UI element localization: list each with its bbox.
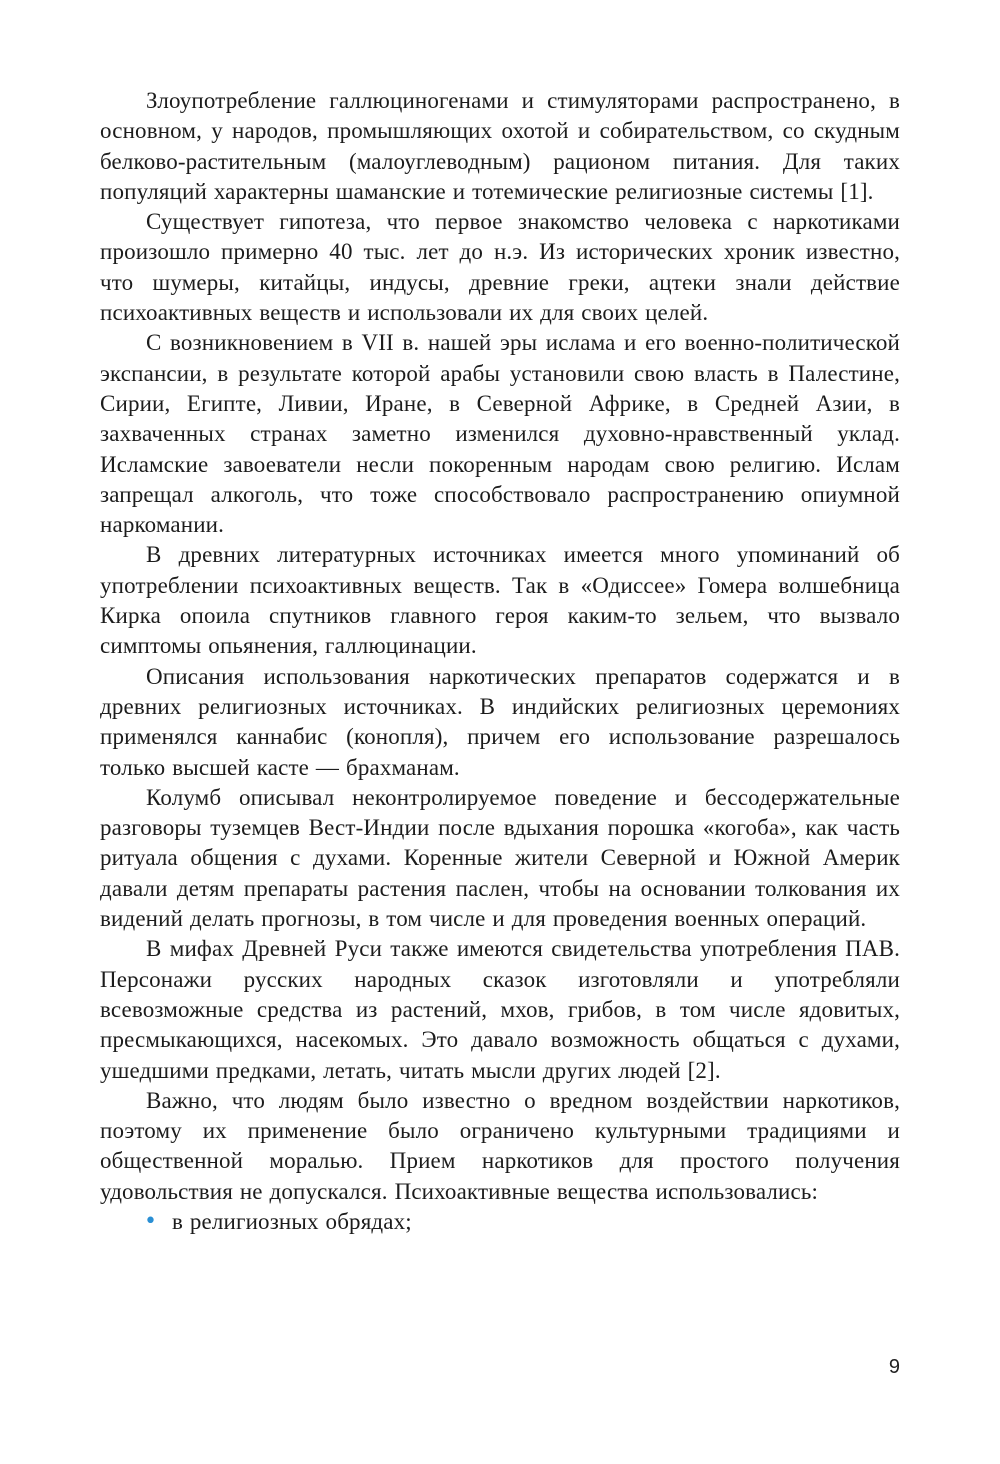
paragraph-8: Важно, что людям было известно о вредном воздействии наркотиков, поэтому их применение было ограничено культурными традициями и общественной моралью. Прием наркотиков для простого получения удовольствия не допускался. Психоактивные вещества использовались: <box>100 1087 900 1204</box>
page-number: 9 <box>888 1356 900 1378</box>
list-item <box>100 1207 900 1237</box>
paragraph-2: Существует гипотеза, что первое знакомство человека с наркотиками произошло примерно 40 тыс. лет до н.э. Из исторических хроник известно, что шумеры, китайцы, индусы, древние греки, ацтеки знали действие психоактивных веществ и использовали их для своих целей. <box>100 209 900 326</box>
paragraph-5: Описания использования наркотических препаратов содержатся и в древних религиозных источниках. В индийских религиозных церемониях применялся каннабис (конопля), причем его использование разрешалось только высшей касте — брахманам. <box>100 663 900 780</box>
paragraph-1: Злоупотребление галлюциногенами и стимуляторами распространено, в основном, у народов, промышляющих охотой и собирательством, со скудным белково-растительным (малоуглеводным) рационом питания. Для таких популяций характерны шаманские и тотемические религиозные системы [1]. <box>100 88 900 204</box>
paragraph-3: С возникновением в VII в. нашей эры ислама и его военно-политической экспансии, в результате которой арабы установили свою власть в Палестине, Сирии, Египте, Ливии, Иране, в Северной Африке, в Средней Азии, в захваченных странах заметно изменился духовно-нравственный уклад. Исламские завоеватели несли покоренным народам свою религию. Ислам запрещал алкоголь, что тоже способствовало распространению опиумной наркомании. <box>100 330 900 538</box>
paragraph-4: В древних литературных источниках имеется много упоминаний об употреблении психоактивных веществ. Так в «Одиссее» Гомера волшебница Кирка опоила спутников главного героя каким-то зельем, что вызвало симптомы опьянения, галлюцинации. <box>100 542 900 659</box>
bullet-icon: • <box>144 1208 158 1234</box>
bullet-list <box>100 1207 900 1237</box>
body-text <box>100 86 900 1237</box>
list-item-text: в религиозных обрядах; <box>172 1208 412 1234</box>
paragraph-6: Колумб описывал неконтролируемое поведение и бессодержательные разговоры туземцев Вест-Индии после вдыхания порошка «когоба», как часть ритуала общения с духами. Коренные жители Северной и Южной Америк давали детям препараты растения паслен, чтобы на основании толкования их видений делать прогнозы, в том числе и для проведения военных операций. <box>100 784 900 932</box>
paragraph-7: В мифах Древней Руси также имеются свидетельства употребления ПАВ. Персонажи русских народных сказок изготовляли и употребляли всевозможные средства из растений, мхов, грибов, в том числе ядовитых, пресмыкающихся, насекомых. Это давало возможность общаться с духами, ушедшими предками, летать, читать мысли других людей [2]. <box>100 936 900 1083</box>
